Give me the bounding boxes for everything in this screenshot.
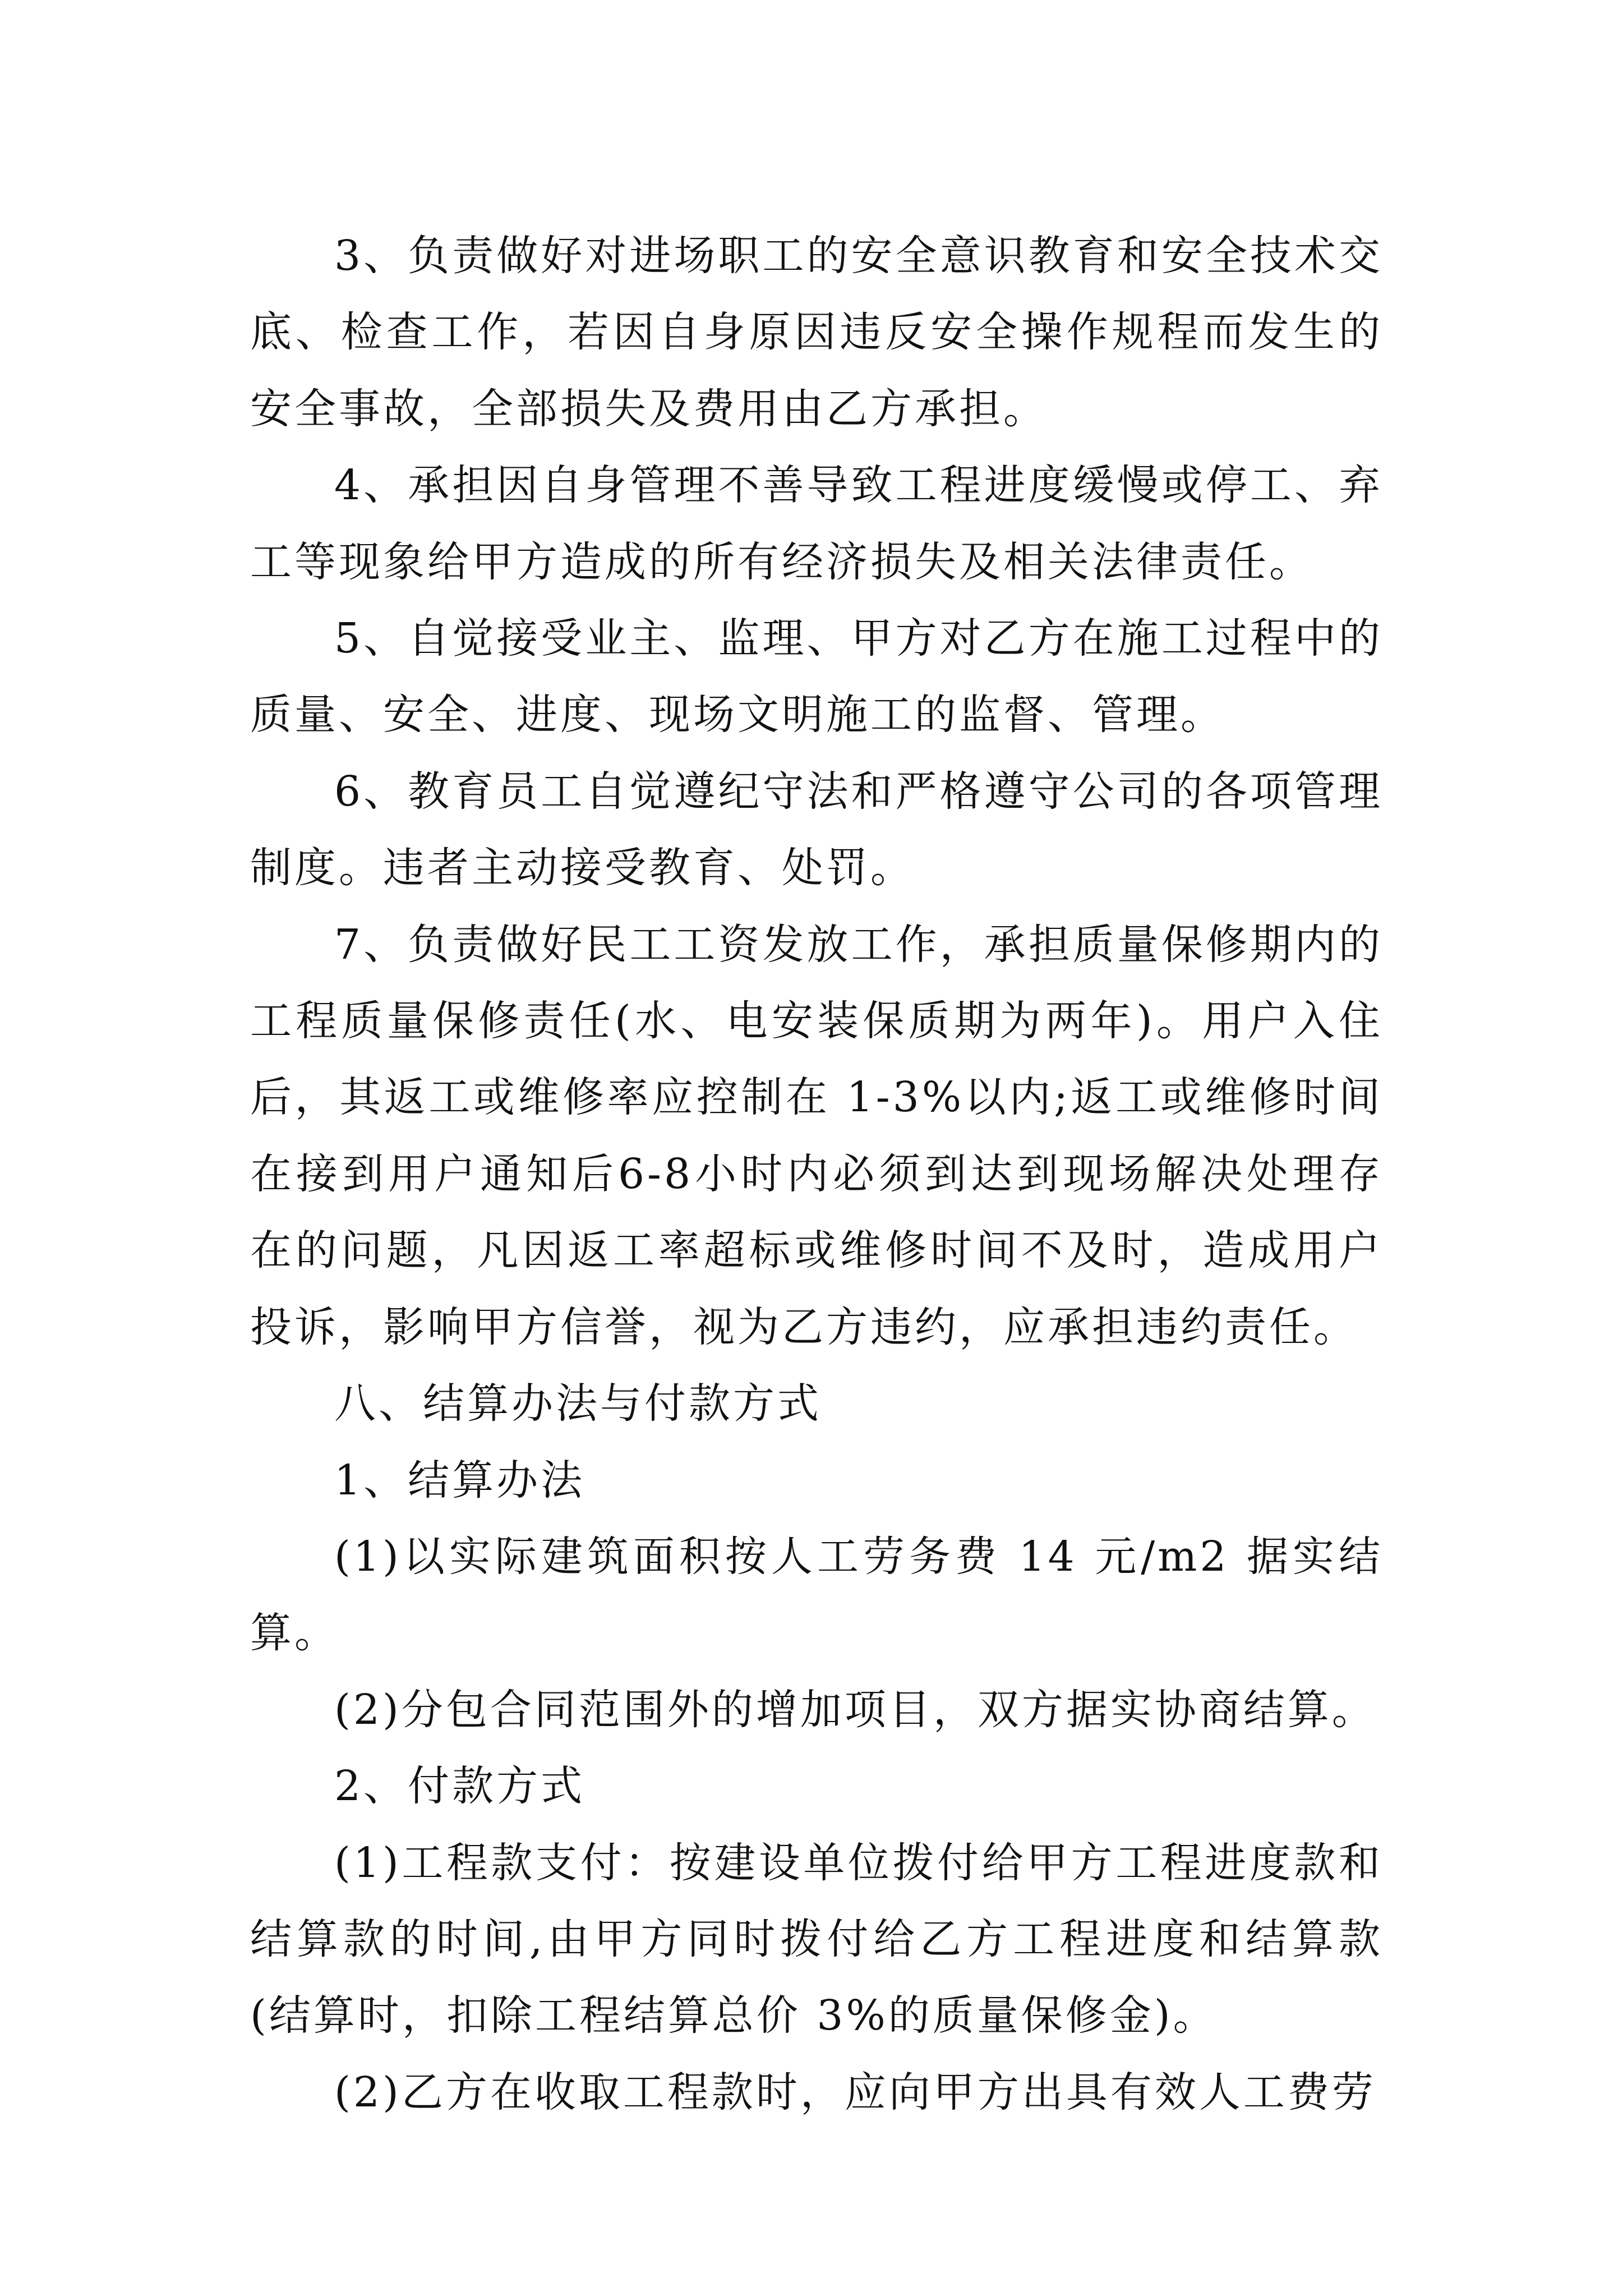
paragraph-clause-5: 5、自觉接受业主、监理、甲方对乙方在施工过程中的质量、安全、进度、现场文明施工的监督、管理。 [250,614,1383,739]
paragraph-payment-1: (1)工程款支付：按建设单位拨付给甲方工程进度款和结算款的时间,由甲方同时拨付给乙方工程进度和结算款(结算时，扣除工程结算总价 3%的质量保修金)。 [250,1838,1383,2040]
subheading-payment-method: 2、付款方式 [334,1762,585,1811]
paragraph-clause-7: 7、负责做好民工工资发放工作，承担质量保修期内的工程质量保修责任(水、电安装保质期为两年)。用户入住后，其返工或维修率应控制在 1-3%以内;返工或维修时间在接到用户通知后6-8小时内必须到达到现场解决处理存在的问题，凡因返工率超标或维修时间不及时，造成用户投诉，影响甲方信誉，视为乙方违约，应承担违约责任。 [250,920,1383,1351]
subheading-settlement-method: 1、结算办法 [334,1456,585,1504]
paragraph-settlement-2: (2)分包合同范围外的增加项目，双方据实协商结算。 [334,1685,1376,1734]
paragraph-clause-4: 4、承担因自身管理不善导致工程进度缓慢或停工、弃工等现象给甲方造成的所有经济损失及相关法律责任。 [250,461,1383,586]
paragraph-clause-6: 6、教育员工自觉遵纪守法和严格遵守公司的各项管理制度。违者主动接受教育、处罚。 [250,767,1383,892]
section-heading-settlement: 八、结算办法与付款方式 [334,1379,822,1428]
paragraph-payment-2: (2)乙方在收取工程款时，应向甲方出具有效人工费劳 [334,2068,1376,2116]
paragraph-clause-3: 3、负责做好对进场职工的安全意识教育和安全技术交底、检查工作，若因自身原因违反安全操作规程而发生的安全事故，全部损失及费用由乙方承担。 [250,232,1383,433]
document-body [250,218,1383,2131]
paragraph-settlement-1: (1)以实际建筑面积按人工劳务费 14 元/m2 据实结算。 [250,1532,1383,1658]
